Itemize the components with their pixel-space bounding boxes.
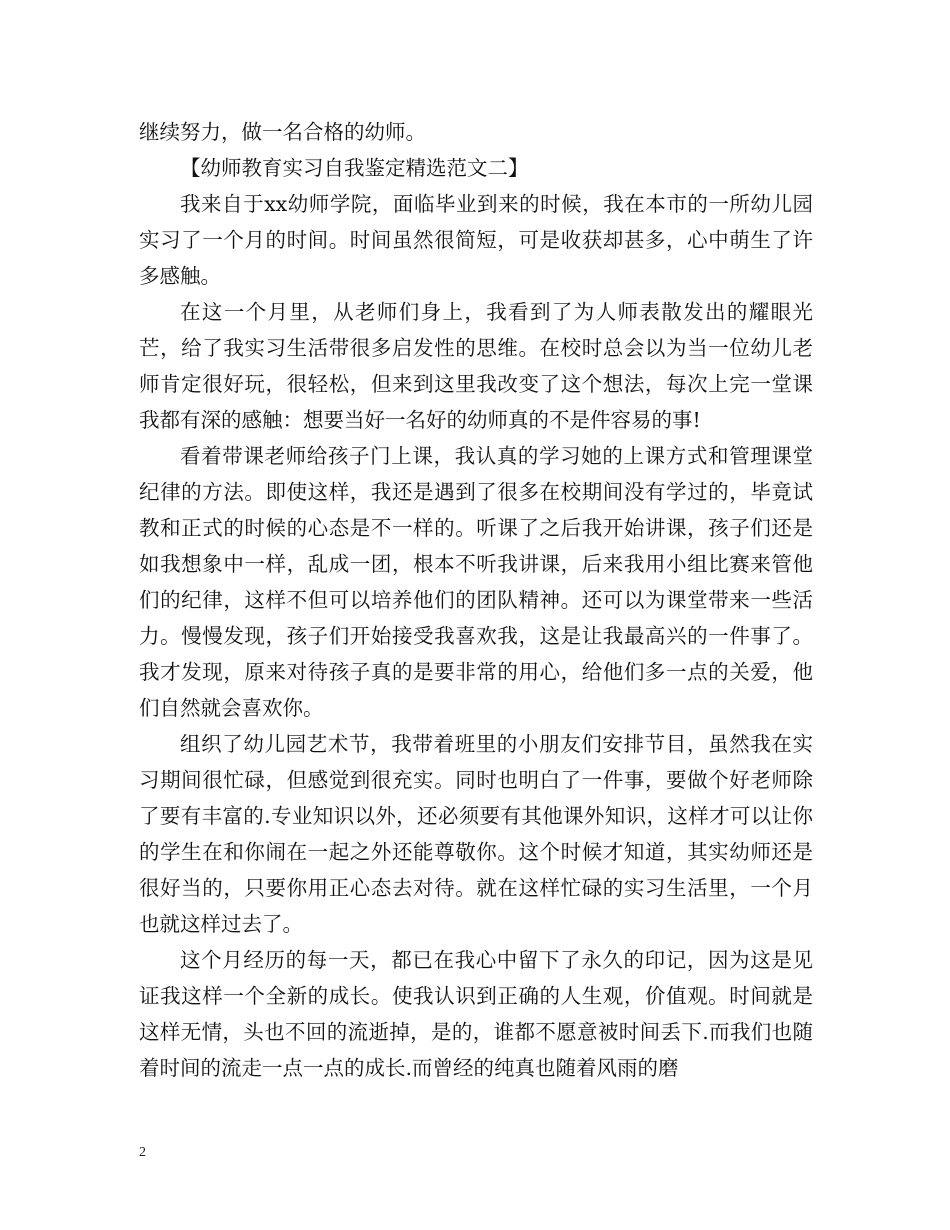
paragraph: 我来自于xx幼师学院，面临毕业到来的时候，我在本市的一所幼儿园实习了一个月的时间。时间虽然很简短，可是收获却甚多，心中萌生了许多感触。 (139, 192, 813, 288)
body-text (139, 114, 813, 1086)
paragraph: 在这一个月里，从老师们身上，我看到了为人师表散发出的耀眼光芒，给了我实习生活带很多启发性的思维。在校时总会以为当一位幼儿老师肯定很好玩，很轻松，但来到这里我改变了这个想法，每次上完一堂课我都有深的感触：想要当好一名好的幼师真的不是件容易的事! (139, 300, 813, 432)
paragraph: 组织了幼儿园艺术节，我带着班里的小朋友们安排节目，虽然我在实习期间很忙碌，但感觉到很充实。同时也明白了一件事，要做个好老师除了要有丰富的.专业知识以外，还必须要有其他课外知识，这样才可以让你的学生在和你闹在一起之外还能尊敬你。这个时候才知道，其实幼师还是很好当的，只要你用正心态去对待。就在这样忙碌的实习生活里，一个月也就这样过去了。 (139, 732, 813, 936)
paragraph-continuation: 继续努力，做一名合格的幼师。 (139, 120, 426, 144)
section-heading: 【幼师教育实习自我鉴定精选范文二】 (180, 156, 529, 180)
page-number: 2 (139, 1145, 146, 1160)
paragraph: 这个月经历的每一天，都已在我心中留下了永久的印记，因为这是见证我这样一个全新的成长。使我认识到正确的人生观，价值观。时间就是这样无情，头也不回的流逝掉，是的，谁都不愿意被时间丢下.而我们也随着时间的流走一点一点的成长.而曾经的纯真也随着风雨的磨 (139, 948, 813, 1080)
paragraph: 看着带课老师给孩子门上课，我认真的学习她的上课方式和管理课堂纪律的方法。即使这样，我还是遇到了很多在校期间没有学过的，毕竟试教和正式的时候的心态是不一样的。听课了之后我开始讲课，孩子们还是如我想象中一样，乱成一团，根本不听我讲课，后来我用小组比赛来管他们的纪律，这样不但可以培养他们的团队精神。还可以为课堂带来一些活力。慢慢发现，孩子们开始接受我喜欢我，这是让我最高兴的一件事了。我才发现，原来对待孩子真的是要非常的用心，给他们多一点的关爱，他们自然就会喜欢你。 (139, 444, 813, 720)
